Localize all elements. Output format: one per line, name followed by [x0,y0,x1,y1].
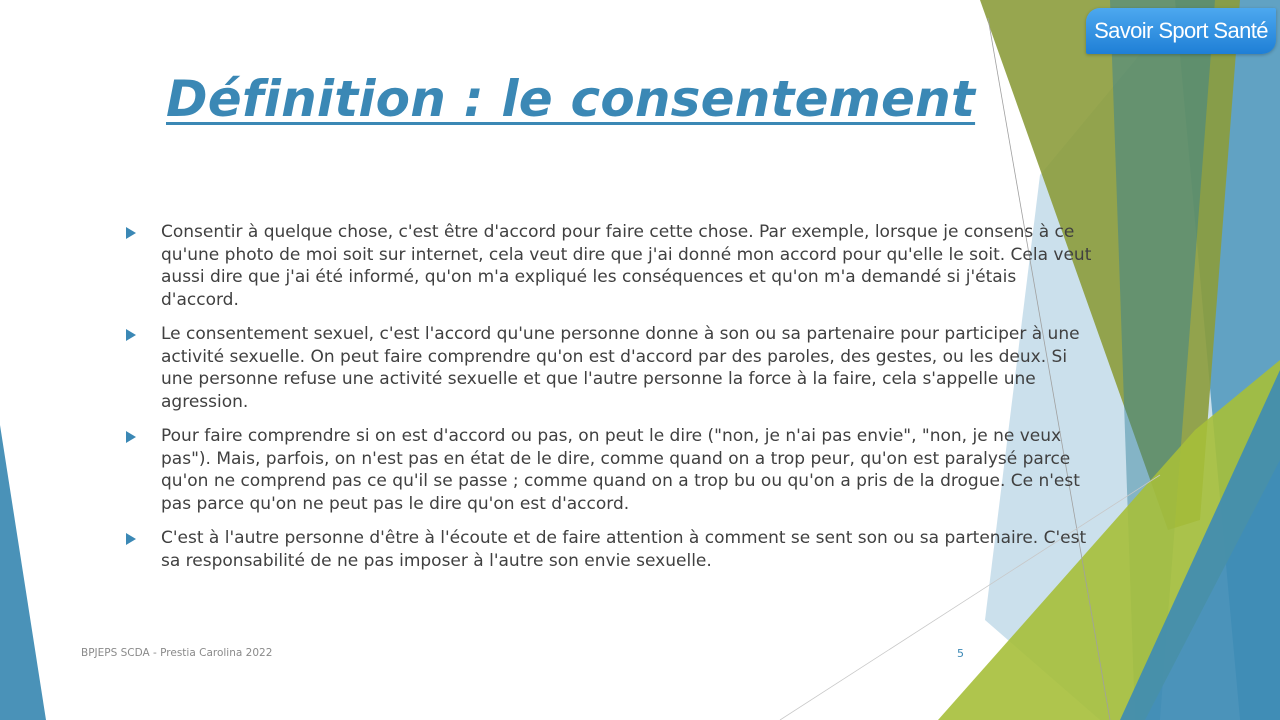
triangle-right-icon [126,431,136,443]
bullet-item [124,221,1094,311]
bullet-text: Le consentement sexuel, c'est l'accord qu'une personne donne à son ou sa partenaire pour participer à une activité sexuelle. On peut faire comprendre qu'on est d'accord par des paroles, des gestes, ou les deux. Si une personne refuse une activité sexuelle et que l'autre personne la force à la faire, cela s'appelle une agression. [161,324,1080,412]
bullet-item [124,527,1094,572]
slide-title: Définition : le consentement [166,70,976,128]
bullet-list [124,221,1094,584]
bullet-text: Pour faire comprendre si on est d'accord ou pas, on peut le dire ("non, je n'ai pas envie", "non, je ne veux pas"). Mais, parfois, on n'est pas en état de le dire, comme quand on a trop peur, qu'on est paralysé parce qu'on ne comprend pas ce qu'il se passe ; comme quand on a trop bu ou qu'on a pris de la drogue. Ce n'est pas parce qu'on ne peut pas le dire qu'on est d'accord. [161,426,1080,514]
savoir-sport-sante-logo: Savoir Sport Santé [1086,8,1276,54]
bullet-item [124,323,1094,413]
triangle-right-icon [126,329,136,341]
triangle-right-icon [126,227,136,239]
bullet-text: C'est à l'autre personne d'être à l'écoute et de faire attention à comment se sent son ou sa partenaire. C'est sa responsabilité de ne pas imposer à l'autre son envie sexuelle. [161,528,1087,571]
left-edge-shape [0,425,46,720]
triangle-right-icon [126,533,136,545]
bullet-item [124,425,1094,515]
page-number: 5 [957,647,964,660]
footer-text: BPJEPS SCDA - Prestia Carolina 2022 [81,647,273,659]
bullet-text: Consentir à quelque chose, c'est être d'accord pour faire cette chose. Par exemple, lorsque je consens à ce qu'une photo de moi soit sur internet, cela veut dire que j'ai donné mon accord pour qu'elle le soit. Cela veut aussi dire que j'ai été informé, qu'on m'a expliqué les conséquences et qu'on m'a demandé si j'étais d'accord. [161,222,1092,310]
